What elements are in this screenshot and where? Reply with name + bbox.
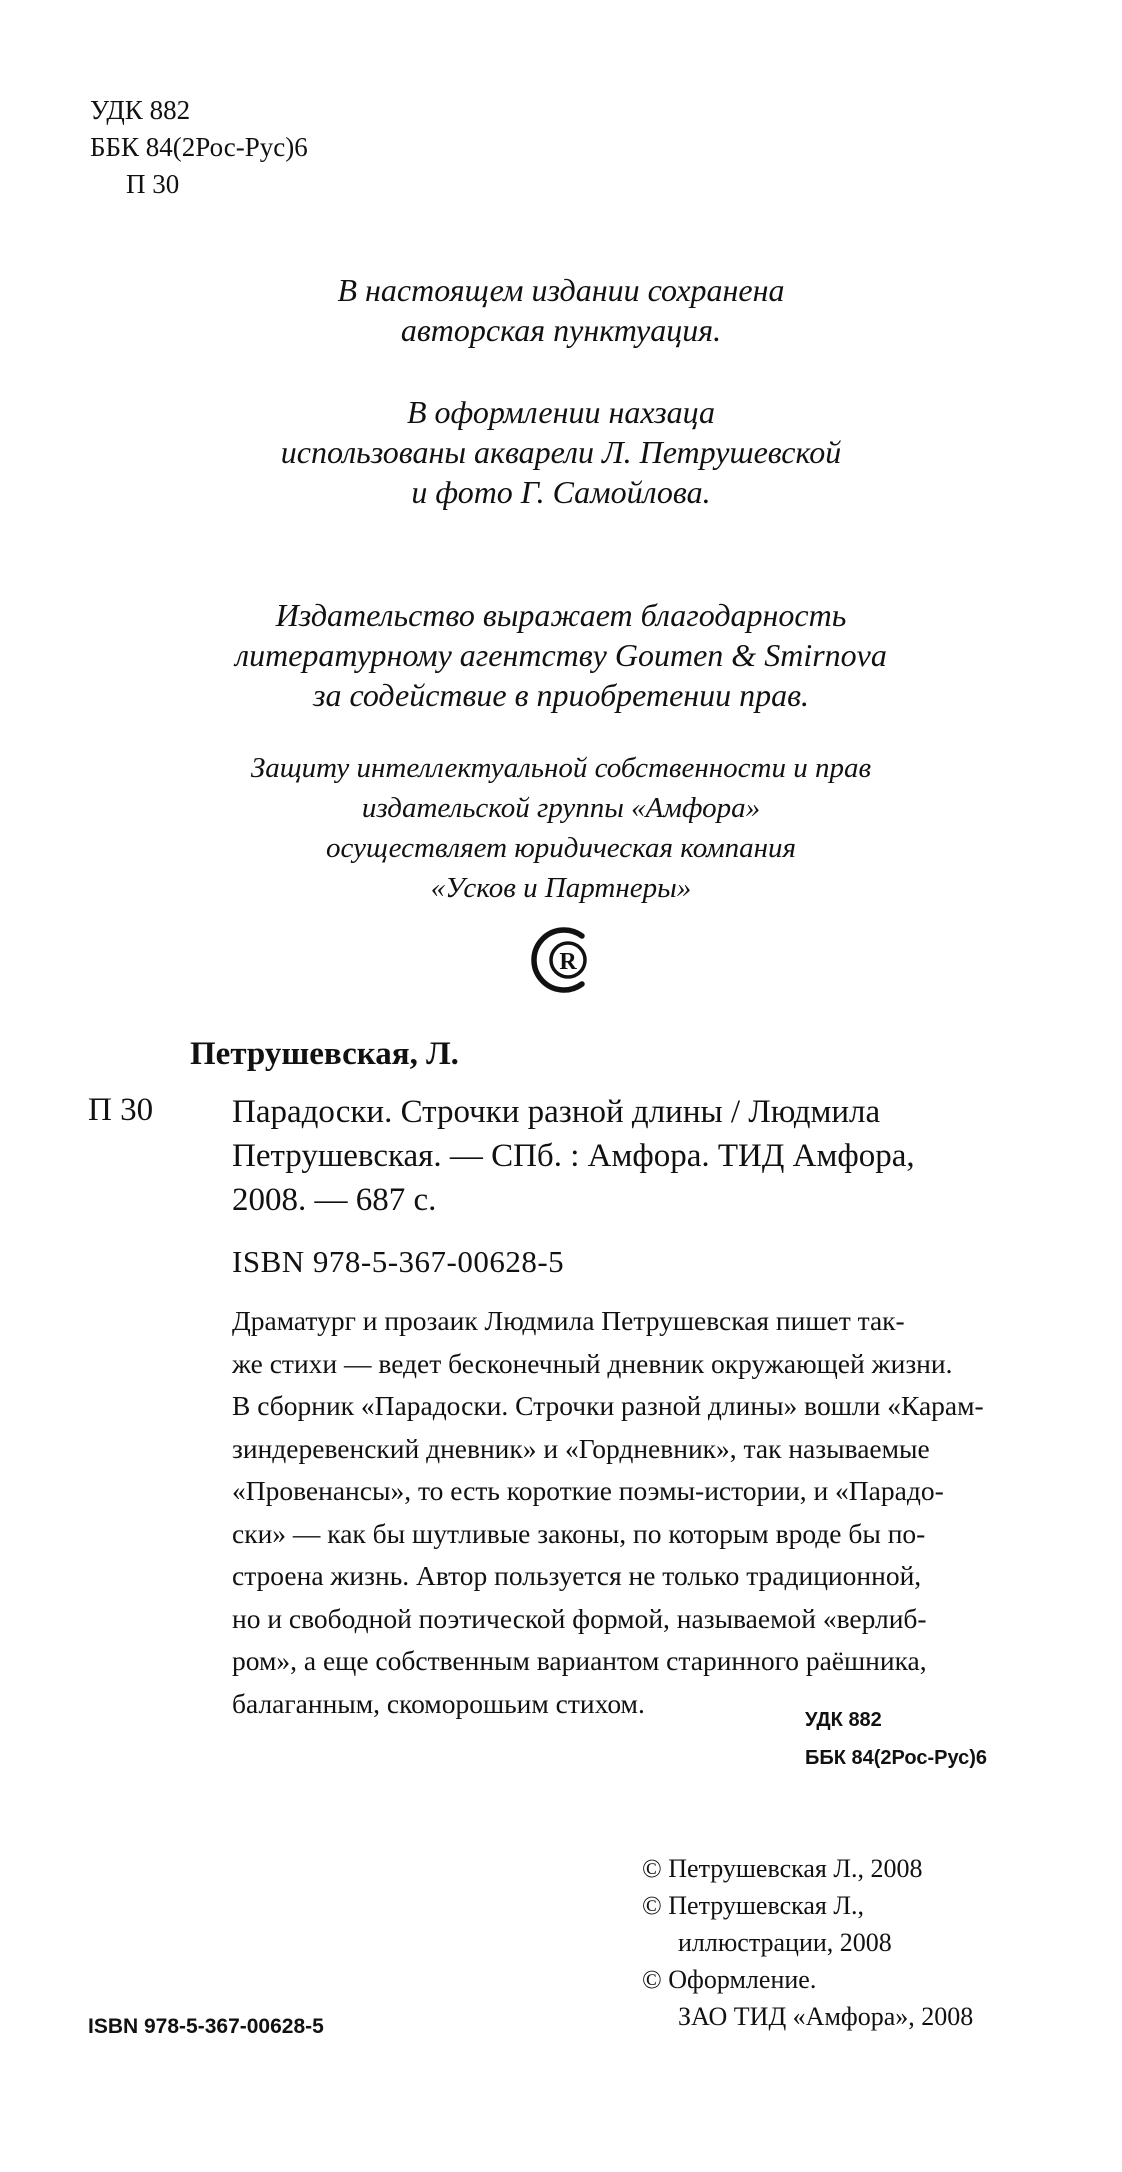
design-credits-note [0,392,1122,512]
note-line: Защиту интеллектуальной собственности и прав [250,752,872,784]
note-line: авторская пунктуация. [400,312,722,348]
bottom-isbn: ISBN 978-5-367-00628-5 [88,2015,324,2038]
annotation-line: Драматург и прозаик Людмила Петрушевская пишет так- [232,1305,905,1336]
acknowledgement-note [0,595,1122,715]
legal-protection-note [0,748,1122,908]
copyright-line: © Петрушевская Л., [642,1891,865,1920]
bbk-code: ББК 84(2Рос-Рус)6 [805,1747,987,1769]
note-line: издательской группы «Амфора» [361,792,761,824]
author-code: П 30 [126,169,180,199]
annotation-line: В сборник «Парадоски. Строчки разной длины» вошли «Карам- [232,1390,984,1421]
description-line: 2008. — 687 с. [232,1182,437,1218]
copyright-line: © Оформление. [642,1965,817,1994]
note-line: за содействие в приобретении прав. [312,677,810,713]
punctuation-note [0,270,1122,350]
udk-code: УДК 882 [805,1709,882,1731]
annotation-line: ски» — как бы шутливые законы, по которым вроде бы по- [232,1517,926,1549]
svg-text:R: R [559,949,577,975]
legal-firm-logo-icon [524,922,600,998]
annotation-line: зиндеревенский дневник» и «Гордневник», так называемые [232,1432,930,1464]
annotation-paragraph [232,1300,1052,1725]
note-line: В настоящем издании сохранена [337,272,785,308]
bbk-code: ББК 84(2Рос-Рус)6 [90,132,308,162]
card-isbn: ISBN 978-5-367-00628-5 [232,1244,565,1279]
card-author-code: П 30 [88,1092,154,1128]
copyright-notices [642,1850,973,2035]
copyright-line: ЗАО ТИД «Амфора», 2008 [678,2002,974,2031]
note-line: «Усков и Партнеры» [430,872,692,904]
copyright-line: © Петрушевская Л., 2008 [642,1854,923,1883]
note-line: В оформлении нахзаца [406,394,716,430]
card-author: Петрушевская, Л. [190,1036,459,1072]
note-line: использованы акварели Л. Петрушевской [280,434,842,470]
note-line: и фото Г. Самойлова. [411,474,711,510]
udk-code: УДК 882 [90,95,191,125]
card-description [232,1090,1052,1222]
annotation-line: «Провенансы», то есть короткие поэмы-истории, и «Парадо- [232,1475,944,1506]
description-line: Петрушевская. — СПб. : Амфора. ТИД Амфора, [232,1138,915,1174]
description-line: Парадоски. Строчки разной длины / Людмила [232,1094,881,1130]
annotation-line: балаганным, скоморошьим стихом. [232,1687,645,1719]
annotation-line: строена жизнь. Автор пользуется не только традиционной, [232,1560,922,1591]
copyright-line: иллюстрации, 2008 [678,1928,892,1957]
classification-block-top [90,92,308,203]
note-line: Издательство выражает благодарность [275,597,847,633]
annotation-line: но и свободной поэтической формой, называемой «верлиб- [232,1602,927,1634]
classification-block-right [805,1701,987,1777]
note-line: литературному агентству Goumen & Smirnova [235,637,887,673]
annotation-line: ром», а еще собственным вариантом старинного раёшника, [232,1645,927,1676]
annotation-line: же стихи — ведет бесконечный дневник окружающей жизни. [232,1347,953,1379]
note-line: осуществляет юридическая компания [326,832,796,864]
